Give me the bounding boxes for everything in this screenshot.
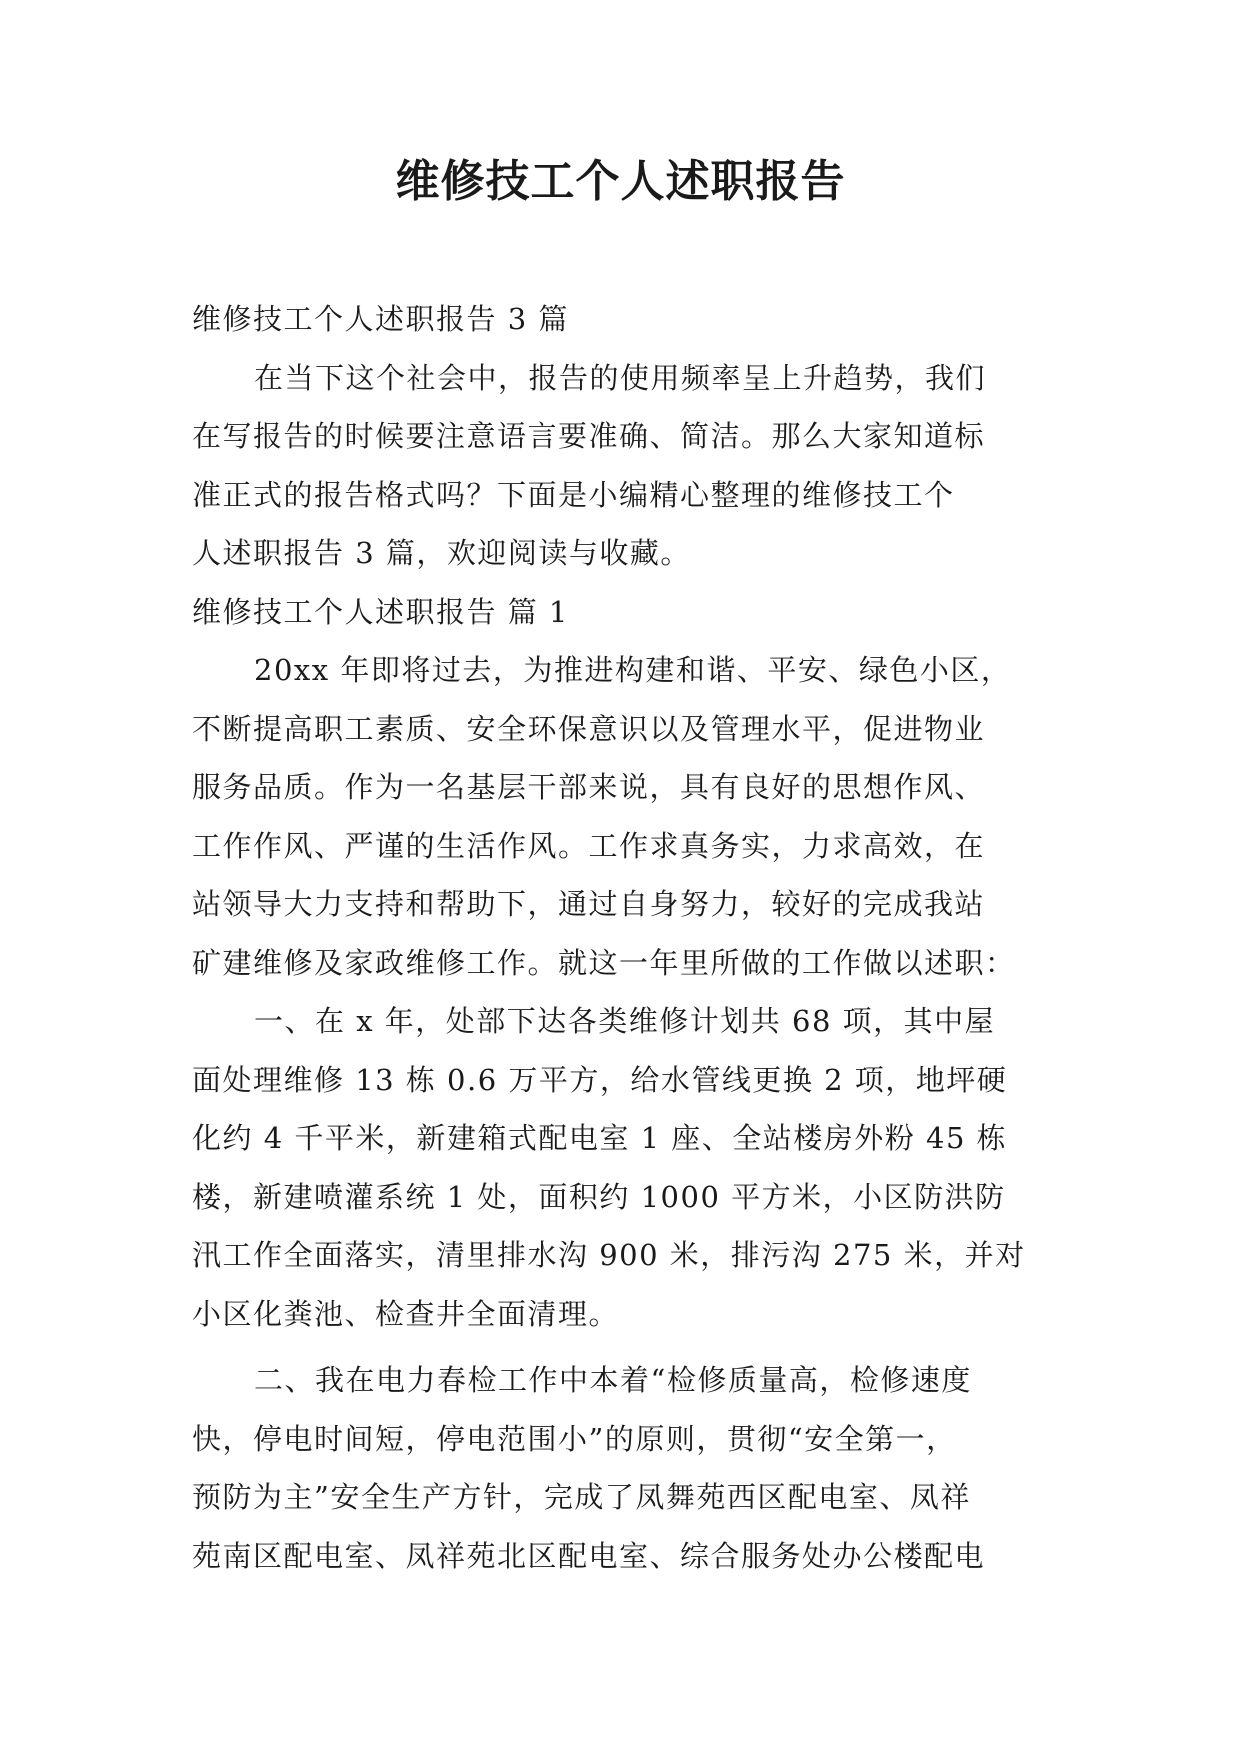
paragraph-line: 汛工作全面落实，清里排水沟 900 米，排污沟 275 米，并对 — [192, 1238, 1026, 1272]
paragraph-line: 人述职报告 3 篇，欢迎阅读与收藏。 — [192, 536, 691, 570]
paragraph-line: 苑南区配电室、凤祥苑北区配电室、综合服务处办公楼配电 — [192, 1538, 986, 1573]
paragraph-line: 一、在 x 年，处部下达各类维修计划共 68 项，其中屋 — [254, 1004, 996, 1038]
paragraph-line: 面处理维修 13 栋 0.6 万平方，给水管线更换 2 项，地坪硬 — [192, 1062, 1008, 1097]
paragraph-line: 二、我在电力春检工作中本着“检修质量高，检修速度 — [254, 1363, 972, 1397]
paragraph-line: 在当下这个社会中，报告的使用频率呈上升趋势，我们 — [254, 360, 987, 395]
paragraph-line: 化约 4 千平米，新建箱式配电室 1 座、全站楼房外粉 45 栋 — [192, 1121, 1008, 1155]
paragraph-line: 20xx 年即将过去，为推进构建和谐、平安、绿色小区， — [254, 653, 1012, 687]
paragraph-2 — [192, 992, 1052, 1343]
subtitle-line: 维修技工个人述职报告 3 篇 — [192, 302, 569, 336]
paragraph-1 — [192, 641, 1052, 992]
document-body — [192, 290, 1052, 1585]
paragraph-line: 服务品质。作为一名基层干部来说，具有良好的思想作风、 — [192, 770, 986, 804]
paragraph-line: 矿建维修及家政维修工作。就这一年里所做的工作做以述职： — [192, 945, 1016, 980]
paragraph-line: 工作作风、严谨的生活作风。工作求真务实，力求高效，在 — [192, 828, 986, 863]
document-title: 维修技工个人述职报告 — [395, 156, 846, 207]
paragraph-line: 小区化粪池、检查井全面清理。 — [192, 1296, 620, 1331]
paragraph-line: 站领导大力支持和帮助下，通过自身努力，较好的完成我站 — [192, 887, 986, 921]
paragraph-3 — [192, 1351, 1052, 1585]
section-heading: 维修技工个人述职报告 篇 1 — [192, 594, 569, 629]
intro-paragraph — [192, 349, 1052, 583]
paragraph-line: 准正式的报告格式吗？下面是小编精心整理的维修技工个 — [192, 477, 955, 512]
paragraph-line: 在写报告的时候要注意语言要准确、简洁。那么大家知道标 — [192, 419, 986, 453]
paragraph-line: 快，停电时间短，停电范围小”的原则，贯彻“安全第一， — [192, 1421, 957, 1456]
paragraph-line: 楼，新建喷灌系统 1 处，面积约 1000 平方米，小区防洪防 — [192, 1179, 1006, 1214]
paragraph-line: 预防为主”安全生产方针，完成了凤舞苑西区配电室、凤祥 — [192, 1480, 971, 1514]
paragraph-line: 不断提高职工素质、安全环保意识以及管理水平，促进物业 — [192, 711, 986, 746]
